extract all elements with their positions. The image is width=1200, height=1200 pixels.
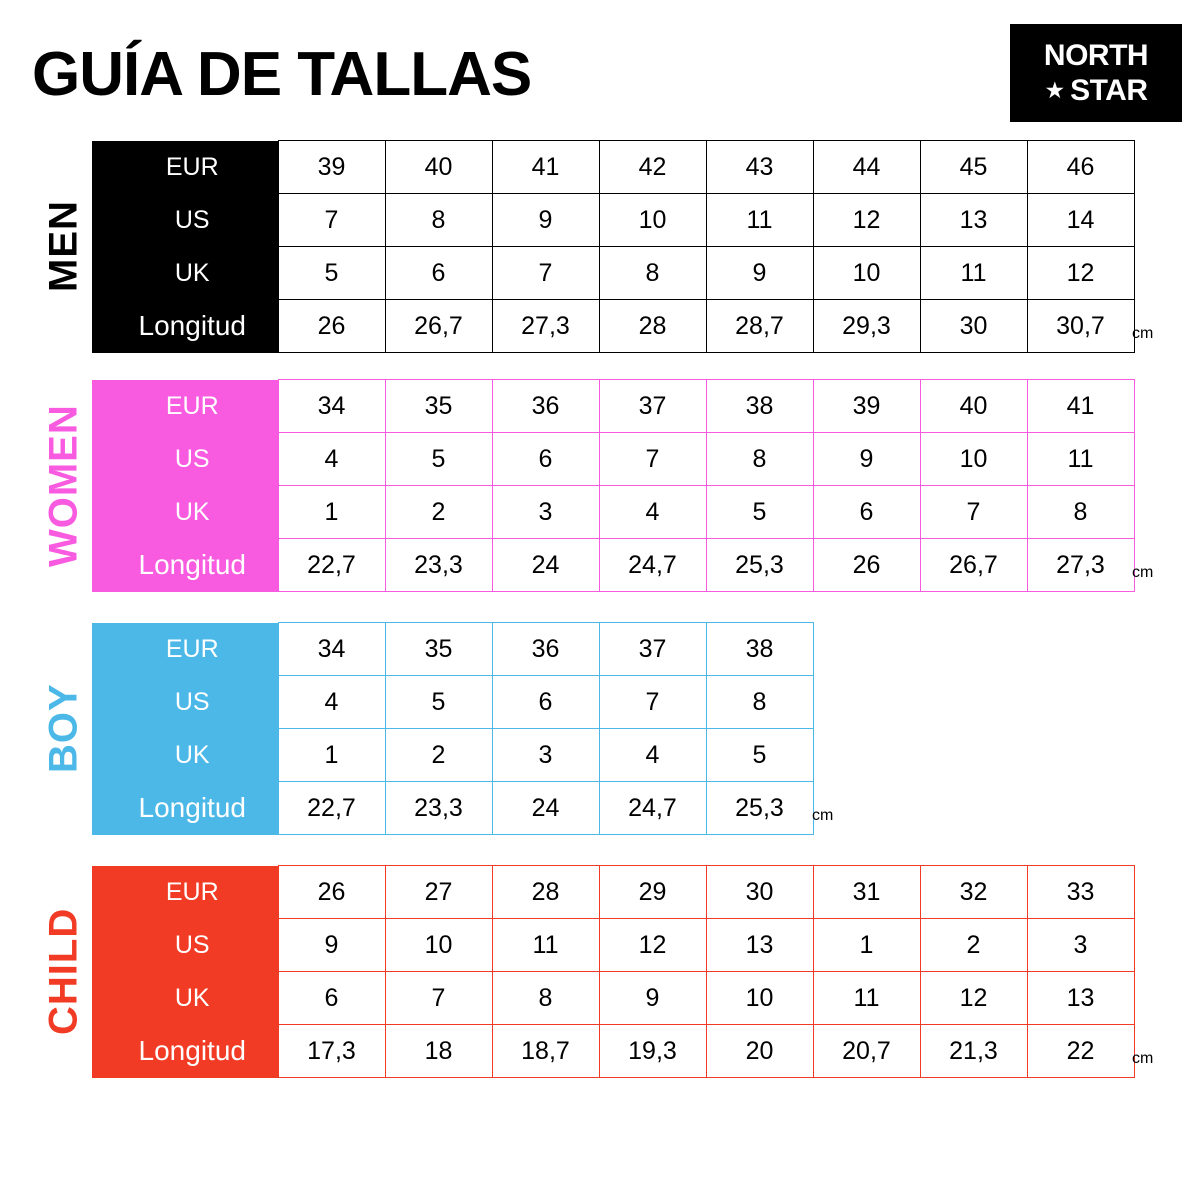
cell: 8 xyxy=(1027,486,1134,539)
cell: 4 xyxy=(278,433,385,486)
section-label-men: MEN xyxy=(41,200,86,293)
cell: 39 xyxy=(278,141,385,194)
cell: 18,7 xyxy=(492,1025,599,1078)
cell: 27,3 xyxy=(492,300,599,353)
cell: 29 xyxy=(599,866,706,919)
cell: 31 xyxy=(813,866,920,919)
table-row xyxy=(92,433,1134,486)
cell: 11 xyxy=(706,194,813,247)
cell: 7 xyxy=(492,247,599,300)
cell: 13 xyxy=(920,194,1027,247)
table-row xyxy=(92,866,1134,919)
cell: 7 xyxy=(920,486,1027,539)
cell: 24,7 xyxy=(599,539,706,592)
row-header-uk: UK xyxy=(92,729,278,782)
cell: 12 xyxy=(813,194,920,247)
cell: 23,3 xyxy=(385,782,492,835)
row-header-uk: UK xyxy=(92,486,278,539)
table-row xyxy=(92,623,813,676)
row-header-eur: EUR xyxy=(92,380,278,433)
cell: 24 xyxy=(492,782,599,835)
cell: 3 xyxy=(492,486,599,539)
cell: 35 xyxy=(385,380,492,433)
cell: 5 xyxy=(706,486,813,539)
star-icon: ★ xyxy=(1044,77,1066,103)
cell: 9 xyxy=(278,919,385,972)
cell: 30,7 xyxy=(1027,300,1134,353)
cell: 6 xyxy=(385,247,492,300)
cell: 36 xyxy=(492,623,599,676)
size-table-men xyxy=(92,140,1135,353)
unit-note-boy: cm xyxy=(812,807,834,824)
cell: 6 xyxy=(813,486,920,539)
section-men xyxy=(0,140,1200,353)
section-label-boy: BOY xyxy=(41,683,86,774)
cell: 7 xyxy=(599,433,706,486)
cell: 10 xyxy=(706,972,813,1025)
row-header-us: US xyxy=(92,194,278,247)
cell: 25,3 xyxy=(706,539,813,592)
row-header-us: US xyxy=(92,433,278,486)
cell: 41 xyxy=(492,141,599,194)
cell: 13 xyxy=(1027,972,1134,1025)
cell: 41 xyxy=(1027,380,1134,433)
cell: 8 xyxy=(599,247,706,300)
cell: 12 xyxy=(1027,247,1134,300)
cell: 4 xyxy=(599,729,706,782)
page-title: GUÍA DE TALLAS xyxy=(32,40,532,109)
cell: 10 xyxy=(813,247,920,300)
table-row xyxy=(92,1025,1134,1078)
cell: 28 xyxy=(599,300,706,353)
row-header-uk: UK xyxy=(92,247,278,300)
cell: 30 xyxy=(706,866,813,919)
section-child xyxy=(0,865,1200,1078)
cell: 11 xyxy=(492,919,599,972)
cell: 6 xyxy=(492,433,599,486)
cell: 20,7 xyxy=(813,1025,920,1078)
cell: 9 xyxy=(813,433,920,486)
row-header-longitud: Longitud xyxy=(92,1025,278,1078)
cell: 37 xyxy=(599,623,706,676)
cell: 8 xyxy=(706,433,813,486)
cell: 35 xyxy=(385,623,492,676)
cell: 22,7 xyxy=(278,782,385,835)
cell: 1 xyxy=(813,919,920,972)
cell: 27,3 xyxy=(1027,539,1134,592)
cell: 17,3 xyxy=(278,1025,385,1078)
page-header xyxy=(0,0,1200,140)
row-header-us: US xyxy=(92,919,278,972)
cell: 1 xyxy=(278,486,385,539)
cell: 25,3 xyxy=(706,782,813,835)
row-header-eur: EUR xyxy=(92,623,278,676)
cell: 37 xyxy=(599,380,706,433)
cell: 14 xyxy=(1027,194,1134,247)
cell: 38 xyxy=(706,623,813,676)
cell: 26,7 xyxy=(920,539,1027,592)
cell: 7 xyxy=(278,194,385,247)
cell: 38 xyxy=(706,380,813,433)
size-table-child xyxy=(92,865,1135,1078)
cell: 8 xyxy=(706,676,813,729)
cell: 11 xyxy=(1027,433,1134,486)
cell: 26 xyxy=(278,866,385,919)
section-boy xyxy=(0,622,1200,835)
brand-logo xyxy=(1010,24,1182,122)
cell: 9 xyxy=(599,972,706,1025)
cell: 2 xyxy=(385,729,492,782)
cell: 45 xyxy=(920,141,1027,194)
cell: 44 xyxy=(813,141,920,194)
section-women xyxy=(0,379,1200,592)
table-row xyxy=(92,300,1134,353)
cell: 9 xyxy=(706,247,813,300)
cell: 7 xyxy=(599,676,706,729)
table-row xyxy=(92,729,813,782)
cell: 23,3 xyxy=(385,539,492,592)
cell: 22,7 xyxy=(278,539,385,592)
cell: 34 xyxy=(278,623,385,676)
cell: 10 xyxy=(385,919,492,972)
cell: 11 xyxy=(813,972,920,1025)
cell: 3 xyxy=(1027,919,1134,972)
row-header-longitud: Longitud xyxy=(92,539,278,592)
table-row xyxy=(92,676,813,729)
unit-note-women: cm xyxy=(1132,564,1154,581)
section-label-child: CHILD xyxy=(41,907,86,1036)
cell: 10 xyxy=(920,433,1027,486)
unit-note-men: cm xyxy=(1132,325,1154,342)
cell: 4 xyxy=(278,676,385,729)
logo-text-north: NORTH xyxy=(1043,38,1149,72)
cell: 13 xyxy=(706,919,813,972)
cell: 5 xyxy=(706,729,813,782)
cell: 22 xyxy=(1027,1025,1134,1078)
cell: 26 xyxy=(813,539,920,592)
table-row xyxy=(92,782,813,835)
cell: 7 xyxy=(385,972,492,1025)
cell: 18 xyxy=(385,1025,492,1078)
cell: 30 xyxy=(920,300,1027,353)
cell: 26,7 xyxy=(385,300,492,353)
cell: 5 xyxy=(278,247,385,300)
row-header-eur: EUR xyxy=(92,866,278,919)
cell: 10 xyxy=(599,194,706,247)
table-row xyxy=(92,380,1134,433)
cell: 26 xyxy=(278,300,385,353)
cell: 5 xyxy=(385,433,492,486)
cell: 19,3 xyxy=(599,1025,706,1078)
cell: 8 xyxy=(385,194,492,247)
cell: 12 xyxy=(599,919,706,972)
cell: 34 xyxy=(278,380,385,433)
row-header-eur: EUR xyxy=(92,141,278,194)
cell: 3 xyxy=(492,729,599,782)
cell: 28 xyxy=(492,866,599,919)
table-row xyxy=(92,247,1134,300)
table-row xyxy=(92,486,1134,539)
size-table-women xyxy=(92,379,1135,592)
cell: 4 xyxy=(599,486,706,539)
cell: 2 xyxy=(920,919,1027,972)
cell: 24 xyxy=(492,539,599,592)
cell: 1 xyxy=(278,729,385,782)
cell: 6 xyxy=(492,676,599,729)
table-row xyxy=(92,141,1134,194)
cell: 33 xyxy=(1027,866,1134,919)
cell: 2 xyxy=(385,486,492,539)
size-table-boy xyxy=(92,622,814,835)
row-header-longitud: Longitud xyxy=(92,782,278,835)
cell: 40 xyxy=(385,141,492,194)
row-header-uk: UK xyxy=(92,972,278,1025)
cell: 8 xyxy=(492,972,599,1025)
cell: 24,7 xyxy=(599,782,706,835)
cell: 11 xyxy=(920,247,1027,300)
cell: 36 xyxy=(492,380,599,433)
cell: 39 xyxy=(813,380,920,433)
cell: 43 xyxy=(706,141,813,194)
cell: 5 xyxy=(385,676,492,729)
cell: 32 xyxy=(920,866,1027,919)
cell: 12 xyxy=(920,972,1027,1025)
cell: 28,7 xyxy=(706,300,813,353)
cell: 46 xyxy=(1027,141,1134,194)
cell: 21,3 xyxy=(920,1025,1027,1078)
table-row xyxy=(92,194,1134,247)
unit-note-child: cm xyxy=(1132,1050,1154,1067)
cell: 40 xyxy=(920,380,1027,433)
row-header-longitud: Longitud xyxy=(92,300,278,353)
cell: 27 xyxy=(385,866,492,919)
table-row xyxy=(92,972,1134,1025)
table-row xyxy=(92,919,1134,972)
row-header-us: US xyxy=(92,676,278,729)
logo-text-star: STAR xyxy=(1070,73,1148,107)
cell: 9 xyxy=(492,194,599,247)
cell: 20 xyxy=(706,1025,813,1078)
table-row xyxy=(92,539,1134,592)
cell: 42 xyxy=(599,141,706,194)
section-label-women: WOMEN xyxy=(41,404,86,567)
cell: 29,3 xyxy=(813,300,920,353)
cell: 6 xyxy=(278,972,385,1025)
logo-star-row xyxy=(1044,73,1148,107)
